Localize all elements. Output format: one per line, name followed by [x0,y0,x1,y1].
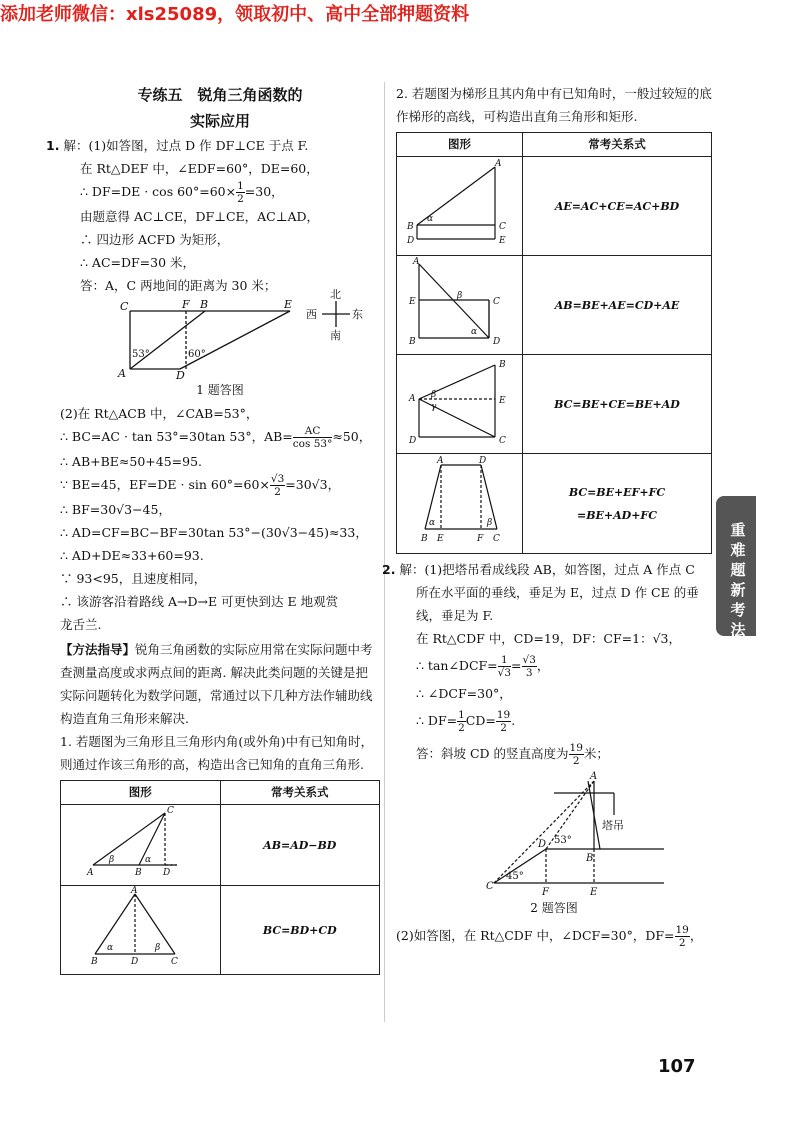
svg-text:C: C [498,436,506,446]
svg-text:D: D [131,957,139,967]
q1-part2-line: ∴ 该游客沿着路线 A→D→E 可更快到达 E 地观赏 [60,594,339,609]
q1-figure-caption: 1 题答图 [196,383,244,397]
svg-text:53°: 53° [132,349,150,360]
svg-text:α: α [145,855,152,865]
q2-figure [434,771,674,897]
svg-text:E: E [436,533,444,544]
table-figure-cell [397,157,523,256]
svg-text:β: β [456,291,462,301]
svg-text:D: D [538,839,547,850]
q1-part2-line: ∵ BE=45，EF=DE · sin 60°=60× $\frac{√3}{2}=30√3$， [60,473,341,498]
q1-part2-line: ∴ BF=30√3−45， [60,502,171,517]
svg-text:B: B [200,298,209,311]
svg-text:D: D [478,455,486,466]
svg-text:C: C [498,222,506,232]
q1-figure [70,288,370,382]
svg-text:E: E [498,236,506,246]
q2-answer: 答：斜坡 CD 的竖直高度为 $\frac{19}{2}$米； [416,742,609,767]
svg-text:A: A [408,394,415,404]
svg-text:D: D [163,868,171,878]
table-figure-cell [397,454,523,554]
q1-number: 1. [46,138,60,153]
svg-text:塔吊: 塔吊 [602,819,624,832]
svg-text:β: β [430,390,436,400]
q2-line: 所在水平面的垂线，垂足为 E，过点 D 作 CE 的垂 [416,585,699,600]
q1-line: 答：A，C 两地间的距离为 30 米； [80,278,277,293]
page-number: 107 [658,1056,696,1077]
svg-text:C: C [167,806,175,816]
q2-line: ∴ DF= $\frac{1}{2}CD=$ $\frac{19}{2}$. [416,709,516,734]
svg-text:西: 西 [306,308,317,321]
svg-text:南: 南 [330,329,341,342]
svg-text:E: E [498,396,506,406]
method-item-1: 1. 若题图为三角形且三角形内角(或外角)中有已知角时，则通过作该三角形的高，构造出含已知角的直角三角形. [60,734,374,772]
q1-part2-line: ∵ 93<95，且速度相同， [60,571,207,586]
table-figure-cell [397,256,523,355]
q1-part2-line: ∴ BC=AC · tan 53°=30tan 53°，AB= $\frac{AC}{\cos 53^\circ}\approx 50$， [60,425,372,450]
page-title-line2: 实际应用 [189,112,250,130]
svg-text:α: α [470,327,477,337]
left-column [46,82,380,979]
table-figure-cell [61,886,221,975]
q1-line: ∴ 四边形 ACFD 为矩形， [80,232,230,247]
right-column [382,82,712,952]
column-divider [384,82,385,1022]
page-title-line1: 专练五 锐角三角函数的 [137,86,303,104]
svg-text:53°: 53° [554,835,572,846]
svg-text:B: B [408,337,416,347]
svg-text:E: E [590,887,598,898]
svg-text:D: D [492,337,500,347]
q2-part2: (2)如答图，在 Rt△CDF 中，∠DCF=30°，DF= $\frac{19}{2}$， [396,924,703,949]
svg-text:B: B [420,533,428,544]
svg-text:A: A [436,455,443,466]
svg-text:β: β [109,855,115,865]
svg-text:B: B [135,868,142,878]
svg-text:γ: γ [430,402,436,412]
section-side-tab: 重难题新考法 [716,496,756,636]
svg-text:C: C [120,300,129,313]
table-relation-cell: BC=BD+CD [220,886,380,975]
table-header-relation: 常考关系式 [220,781,380,805]
svg-text:45°: 45° [506,871,524,882]
svg-text:D: D [406,236,414,246]
svg-text:北: 北 [330,288,341,301]
svg-text:α: α [428,517,435,528]
q2-line: ∴ ∠DCF=30°， [416,686,512,701]
svg-text:A: A [412,257,419,267]
relation-table-1 [60,780,380,975]
svg-text:B: B [406,222,414,232]
svg-text:α: α [107,943,114,953]
svg-text:A: A [87,868,94,878]
svg-text:A: A [590,771,598,782]
svg-text:东: 东 [352,308,363,321]
svg-text:E: E [284,298,293,311]
q1-line: 由题意得 AC⊥CE，DF⊥CE，AC⊥AD， [80,209,320,224]
svg-text:C: C [492,297,500,307]
promo-banner: 添加老师微信：xls25089，领取初中、高中全部押题资料 [0,4,470,25]
svg-text:A: A [118,367,126,380]
svg-text:A: A [494,159,501,169]
method-guide: 【方法指导】锐角三角函数的实际应用常在实际问题中考查测量高度或求两点间的距离. 解决此类问题的关键是把实际问题转化为数学问题，常通过以下几种方法作辅助线构造直角三角形来解决. [60,642,373,726]
table-header-relation: 常考关系式 [523,133,712,157]
svg-text:β: β [486,517,492,528]
relation-table-2 [396,132,712,554]
q2-number: 2. [382,562,396,577]
q1-line: 在 Rt△DEF 中，∠EDF=60°，DE=60， [80,161,319,176]
table-relation-cell: AB=BE+AE=CD+AE [523,256,712,355]
table-relation-cell: AE=AC+CE=AC+BD [523,157,712,256]
svg-text:F: F [476,533,483,544]
svg-text:D: D [176,369,185,382]
method-item-2: 2. 若题图为梯形且其内角中有已知角时，一般过较短的底作梯形的高线，可构造出直角三角形和矩形. [396,86,712,124]
svg-text:α: α [426,214,433,224]
q2-line: 在 Rt△CDF 中，CD=19，DF：CF=1：√3， [416,631,681,646]
svg-text:E: E [408,297,416,307]
table-relation-cell: BC=BE+EF+FC =BE+AD+FC [523,454,712,554]
q1-line: 解：(1)如答图，过点 D 作 DF⊥CE 于点 F. [63,138,309,153]
q1-part2-line: ∴ AD=CF=BC−BF=30tan 53°−(30√3−45)≈33， [60,525,368,540]
svg-text:C: C [486,881,494,892]
q1-line: ∴ AC=DF=30 米， [80,255,196,270]
q2-line: 线，垂足为 F. [416,608,494,623]
q2-line: 解：(1)把塔吊看成线段 AB，如答图，过点 A 作点 C [399,562,695,577]
svg-text:F: F [542,887,549,898]
svg-text:β: β [155,943,161,953]
svg-text:B: B [91,957,98,967]
svg-text:C: C [492,533,500,544]
table-header-figure: 图形 [61,781,221,805]
svg-text:60°: 60° [188,349,206,360]
svg-text:D: D [408,436,416,446]
table-relation-cell: AB=AD−BD [220,805,380,886]
table-figure-cell [397,355,523,454]
q1-part2-line: 龙舌兰. [60,617,102,632]
svg-text:F: F [182,298,190,311]
q1-line: ∴ DF=DE · cos 60°=60× $\frac{1}{2}=30$， [80,180,284,205]
svg-text:B: B [586,853,594,864]
table-figure-cell [61,805,221,886]
q2-figure-caption: 2 题答图 [530,901,578,915]
table-header-figure: 图形 [397,133,523,157]
q1-part2-line: ∴ AD+DE≈33+60=93. [60,548,204,563]
svg-text:C: C [171,957,179,967]
q1-part2-line: ∴ AB+BE≈50+45=95. [60,454,203,469]
table-relation-cell: BC=BE+CE=BE+AD [523,355,712,454]
svg-text:B: B [498,360,506,370]
q2-line: ∴ tan∠DCF= $\frac{1}{√3}=$ $\frac{√3}{3}$， [416,654,550,679]
svg-text:A: A [131,886,138,896]
q1-part2-line: (2)在 Rt△ACB 中，∠CAB=53°， [60,406,259,421]
